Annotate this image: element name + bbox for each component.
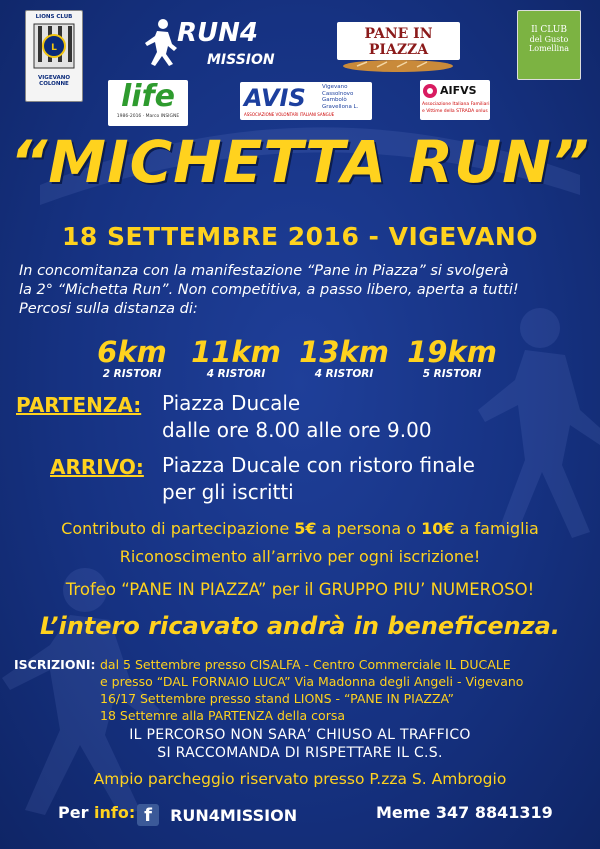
club-del-gusto-logo	[517, 10, 581, 80]
event-date-place: 18 SETTEMBRE 2016 - VIGEVANO	[61, 222, 539, 251]
iscrizioni-item: 18 Settemre alla PARTENZA della corsa	[100, 708, 346, 723]
iscrizioni-item: 16/17 Settembre presso stand LIONS - “PANE IN PIAZZA”	[100, 691, 455, 706]
run4mission-logo-subtext: MISSION	[207, 52, 275, 68]
partenza-details	[162, 390, 432, 444]
distance-item	[294, 336, 394, 380]
life-logo	[108, 80, 188, 126]
aifvs-logo-line-2: e Vittime della STRADA onlus	[422, 109, 488, 114]
arrivo-label: ARRIVO:	[50, 455, 144, 479]
partenza-line-2: dalle ore 8.00 alle ore 9.00	[162, 418, 432, 442]
arrivo-line-2: per gli iscritti	[162, 480, 294, 504]
parcheggio-line: Ampio parcheggio riservato presso P.zza S. Ambrogio	[93, 770, 507, 788]
distance-item	[92, 336, 172, 380]
contributo-line	[0, 519, 600, 538]
lions-logo-text-club: COLONNE	[39, 81, 69, 87]
distance-km: 13km	[299, 335, 389, 369]
pane-in-piazza-logo-text: PANE IN PIAZZA	[364, 26, 433, 58]
arrivo-line-1: Piazza Ducale con ristoro finale	[162, 453, 475, 477]
run4mission-logo	[143, 12, 283, 72]
svg-text:L: L	[51, 43, 57, 53]
life-logo-text: life	[121, 79, 175, 114]
avis-location-2: Cassolnovo	[322, 90, 354, 97]
life-logo-subtext: 1986-2016 · Marco INSIGNE	[116, 114, 180, 119]
event-title: “MICHETTA RUN”	[9, 128, 591, 196]
traffico-line-1: IL PERCORSO NON SARA’ CHIUSO AL TRAFFICO	[129, 727, 471, 743]
lions-logo-text-top: LIONS CLUB	[35, 14, 73, 20]
iscrizioni-label: ISCRIZIONI:	[14, 657, 96, 672]
avis-location-3: Gambolò	[322, 97, 347, 103]
avis-logo	[240, 82, 372, 120]
avis-logo-locations	[322, 84, 358, 110]
footer-per-text: Per	[58, 803, 95, 822]
beneficenza-line: L’intero ricavato andrà in beneficenza.	[40, 612, 560, 640]
bread-icon	[337, 58, 460, 72]
trofeo-line: Trofeo “PANE IN PIAZZA” per il GRUPPO PIU’ NUMEROSO!	[65, 580, 535, 599]
distance-ristori: 2 RISTORI	[102, 368, 162, 380]
distance-item	[402, 336, 502, 380]
contributo-text-a: Contributo di partecipazione	[61, 519, 295, 538]
aifvs-logo-line-1: Associazione Italiana Familiari	[422, 102, 490, 107]
partenza-label: PARTENZA:	[16, 393, 142, 417]
footer-info-text: info:	[94, 803, 136, 822]
club-gusto-text-2: del Gusto	[529, 35, 569, 44]
contributo-price-person: 5€	[294, 519, 317, 538]
avis-location-1: Vigevano	[322, 84, 348, 90]
distance-km: 11km	[191, 335, 281, 369]
traffico-line-2: SI RACCOMANDA DI RISPETTARE IL C.S.	[157, 745, 443, 761]
contributo-text-c: a persona o	[316, 519, 422, 538]
aifvs-logo	[420, 80, 490, 120]
contributo-price-family: 10€	[421, 519, 455, 538]
lions-emblem-icon	[26, 20, 82, 75]
iscrizioni-list	[100, 656, 523, 724]
partenza-line-1: Piazza Ducale	[162, 391, 301, 415]
arrivo-details	[162, 452, 475, 506]
footer-info	[58, 803, 135, 822]
distance-ristori: 4 RISTORI	[206, 368, 266, 380]
contact-phone[interactable]: Meme 347 8841319	[376, 803, 553, 822]
iscrizioni-item: e presso “DAL FORNAIO LUCA” Via Madonna degli Angeli - Vigevano	[100, 674, 524, 689]
distance-km: 6km	[97, 335, 167, 369]
facebook-page-name: RUN4MISSION	[170, 805, 298, 825]
intro-line-2: la 2° “Michetta Run”. Non competitiva, a passo libero, aperta a tutti!	[19, 282, 519, 298]
iscrizioni-item: dal 5 Settembre presso CISALFA - Centro Commerciale IL DUCALE	[100, 657, 511, 672]
distance-item	[186, 336, 286, 380]
club-gusto-text-3: Lomellina	[528, 44, 570, 53]
intro-text	[19, 262, 589, 319]
club-gusto-text-1: Il CLUB	[531, 25, 567, 35]
avis-location-4: Gravellona L.	[322, 103, 359, 110]
run4mission-logo-text: RUN4	[177, 18, 258, 48]
intro-line-3: Percosi sulla distanza di:	[19, 301, 198, 317]
riconoscimento-line: Riconoscimento all’arrivo per ogni iscrizione!	[119, 547, 481, 566]
distance-km: 19km	[407, 335, 497, 369]
distance-ristori: 4 RISTORI	[314, 368, 374, 380]
intro-line-1: In concomitanza con la manifestazione “Pane in Piazza” si svolgerà	[19, 263, 509, 279]
pane-in-piazza-logo	[337, 22, 460, 60]
aifvs-logo-text: AIFVS	[440, 84, 477, 97]
lions-club-logo	[25, 10, 83, 102]
runner-icon	[143, 18, 177, 66]
facebook-link[interactable]	[137, 804, 297, 826]
avis-logo-text: AVIS	[244, 84, 306, 112]
avis-logo-subtext: ASSOCIAZIONE VOLONTARI ITALIANI SANGUE	[244, 112, 335, 117]
contributo-text-e: a famiglia	[454, 519, 539, 538]
facebook-icon: f	[137, 804, 159, 826]
distance-ristori: 5 RISTORI	[422, 368, 482, 380]
lions-logo-text-city: VIGEVANO	[38, 75, 70, 81]
aifvs-emblem-icon	[422, 83, 438, 99]
